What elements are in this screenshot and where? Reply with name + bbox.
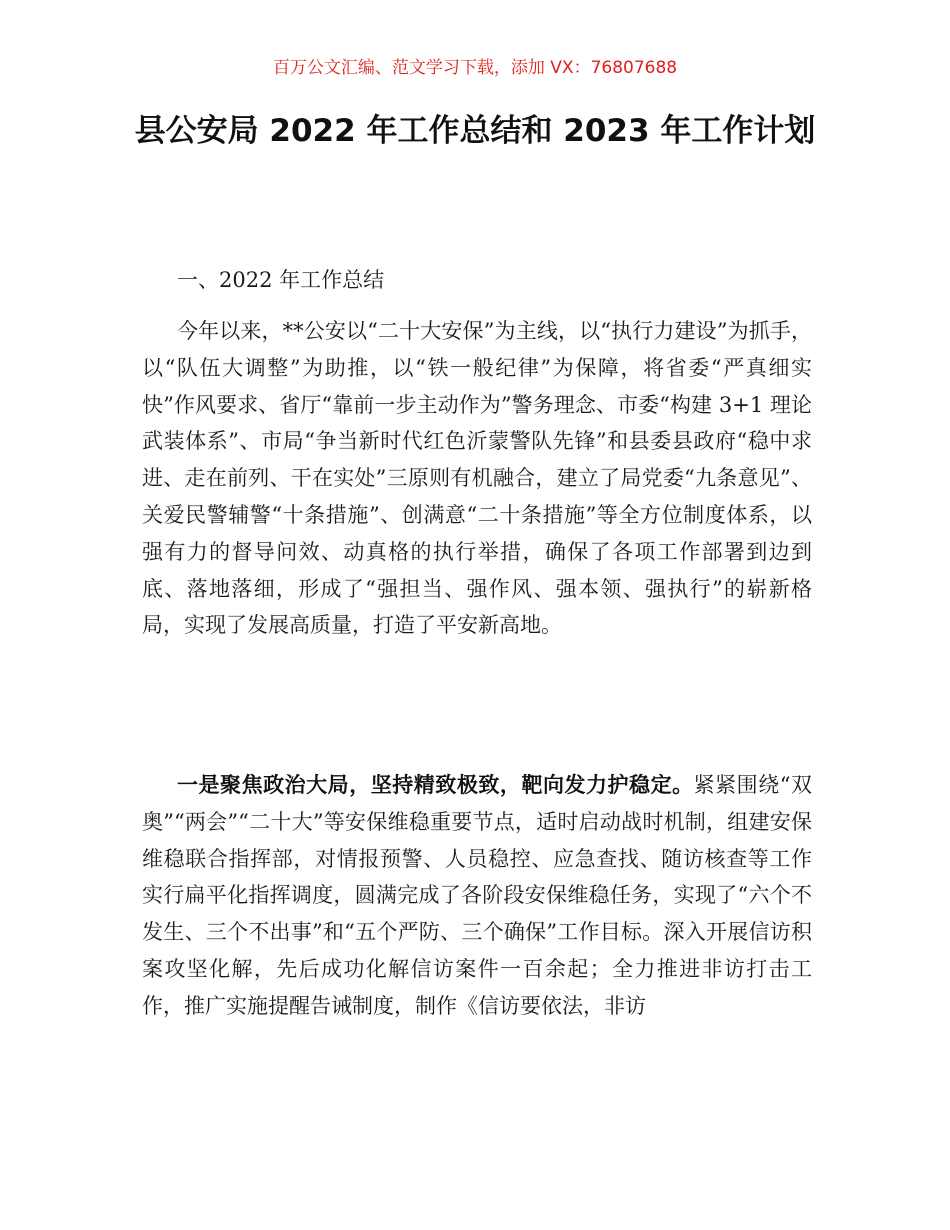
point-one-body: 紧紧围绕“双奥”“两会”“二十大”等安保维稳重要节点，适时启动战时机制，组建安保维稳联合指挥部，对情报预警、人员稳控、应急查找、随访核查等工作实行扁平化指挥调度，圆满完成了各阶段安保维稳任务，实现了“六个不发生、三个不出事”和“五个严防、三个确保”工作目标。深入开展信访积案攻坚化解，先后成功化解信访案件一百余起；全力推进非访打击工作，推广实施提醒告诫制度，制作《信访要依法，非访 bbox=[142, 773, 812, 1018]
point-one-lead: 一是聚焦政治大局，坚持精致极致，靶向发力护稳定。 bbox=[177, 773, 694, 797]
promo-banner: 百万公文汇编、范文学习下载，添加 VX：76807688 bbox=[272, 58, 678, 78]
document-title: 县公安局 2022 年工作总结和 2023 年工作计划 bbox=[134, 113, 816, 149]
summary-paragraph: 今年以来，**公安以“二十大安保”为主线，以“执行力建设”为抓手，以“队伍大调整”为助推，以“铁一般纪律”为保障，将省委“严真细实快”作风要求、省厅“靠前一步主动作为”警务理念、市委“构建 3+1 理论武装体系”、市局“争当新时代红色沂蒙警队先锋”和县委县政府“稳中求进、走在前列、干在实处”三原则有机融合，建立了局党委“九条意见”、关爱民警辅警“十条措施”、创满意“二十条措施”等全方位制度体系，以强有力的督导问效、动真格的执行举措，确保了各项工作部署到边到底、落地落细，形成了“强担当、强作风、强本领、强执行”的崭新格局，实现了发展高质量，打造了平安新高地。 bbox=[142, 319, 812, 638]
section-heading: 一、2022 年工作总结 bbox=[177, 268, 385, 292]
point-one-paragraph bbox=[142, 767, 812, 1025]
